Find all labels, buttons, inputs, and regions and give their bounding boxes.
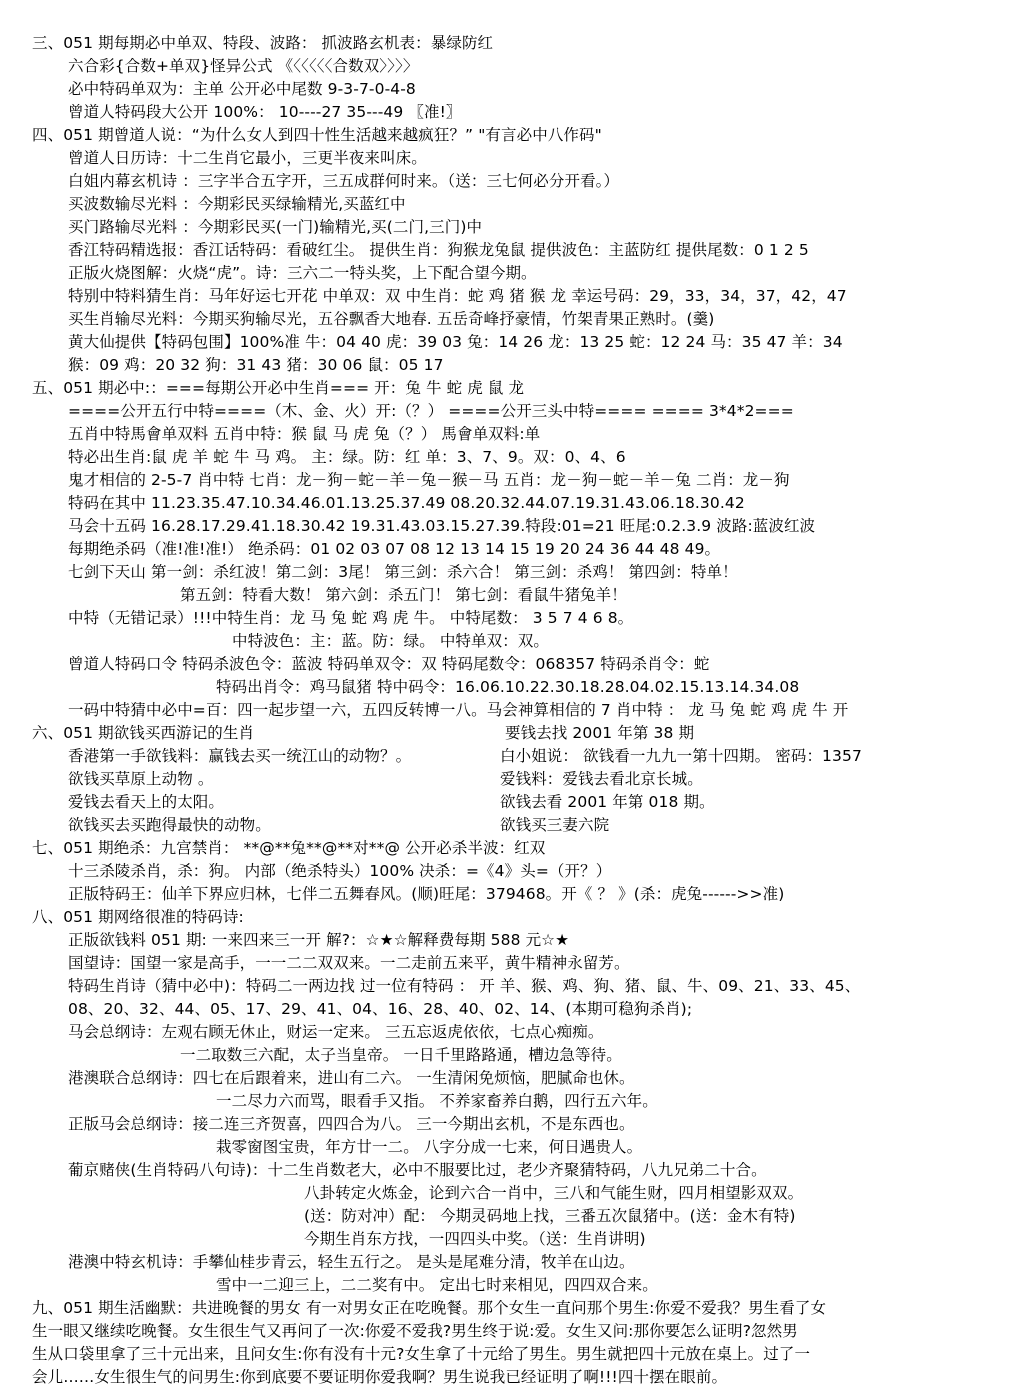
text-line: 正版特码王：仙羊下界应归林，七伴二五舞春风。(顺)旺尾：379468。开《 ？ 》(杀：虎兔------>>准) [68,885,785,903]
text-line: 九、051 期生活幽默：共进晚餐的男女 有一对男女正在吃晚餐。那个女生一直问那个男生:你爱不爱我？男生看了女 [32,1299,827,1317]
text-line: 四、051 期曾道人说：“为什么女人到四十性生活越来越疯狂？” "有言必中八作码" [32,126,602,144]
text-line: 五、051 期必中:：===每期公开必中生肖=== 开：兔 牛 蛇 虎 鼠 龙 [32,379,525,397]
text-line: 特必出生肖:鼠 虎 羊 蛇 牛 马 鸡。 主：绿。防：红 单：3、7、9。双：0、4、6 [68,448,626,466]
text-line: 猴：09 鸡：20 32 狗：31 43 猪：30 06 鼠：05 17 [68,356,444,374]
text-line: 雪中一二迎三上，二二奖有中。 定出七时来相见，四四双合来。 [216,1276,658,1294]
text-line: 要钱去找 2001 年第 38 期 [505,724,695,742]
text-line: 特码生肖诗（猜中必中)：特码二一两边找 过一位有特码 ： 开 羊、猴、鸡、狗、猪、鼠、牛、09、21、33、45、 [68,977,861,995]
text-line: 中特（无错记录）!!!中特生肖：龙 马 兔 蛇 鸡 虎 牛。 中特尾数： 3 5 7 4 6 8。 [68,609,634,627]
text-line: 欲钱买三妻六院 [500,816,610,834]
text-line: 五肖中特馬會单双料 五肖中特：猴 鼠 马 虎 兔（？） 馬會单双料:单 [68,425,541,443]
text-line: (送：防对冲）配： 今期灵码地上找，三番五次鼠猪中。(送：金木有特) [304,1207,796,1225]
text-line: 香江特码精选报：香江话特码：看破红尘。 提供生肖：狗猴龙兔鼠 提供波色：主蓝防红 提供尾数：0 1 2 5 [68,241,809,259]
text-line: 正版火烧图解：火烧“虎”。诗：三六二一特头奖，上下配合望今期。 [68,264,537,282]
text-line: 欲钱去看 2001 年第 018 期。 [500,793,715,811]
text-line: 欲钱买草原上动物 。 [68,770,214,788]
text-line: 正版欲钱料 051 期: 一来四来三一开 解?：☆★☆解释费每期 588 元☆★ [68,931,570,949]
text-line: 一二尽力六而骂，眼看手又指。 不养家畜养白鹅，四行五六年。 [216,1092,658,1110]
text-line: 曾道人特码口令 特码杀波色令：蓝波 特码单双令：双 特码尾数令：068357 特码杀肖令：蛇 [68,655,710,673]
text-line: 特别中特料猜生肖：马年好运七开花 中单双：双 中生肖：蛇 鸡 猪 猴 龙 幸运号码：29，33，34，37，42，47 [68,287,847,305]
text-line: 十三杀陵杀肖，杀：狗。 内部（绝杀特头）100% 决杀：=《4》头=（开？） [68,862,612,880]
text-line: 鬼才相信的 2-5-7 肖中特 七肖：龙－狗－蛇－羊－兔－猴－马 五肖：龙－狗－蛇－羊－兔 二肖：龙－狗 [68,471,790,489]
text-line: 买生肖输尽光料：今期买狗输尽光，五谷飘香大地春. 五岳奇峰抒豪情，竹架青果正熟时。(羹) [68,310,715,328]
text-line: 正版马会总纲诗：接二连三齐贺喜，四四合为八。 三一今期出玄机，不是东西也。 [68,1115,635,1133]
text-line: 七、051 期绝杀：九宫禁肖： **@**兔**@**对**@ 公开必杀半波：红双 [32,839,546,857]
text-line: 六、051 期欲钱买西游记的生肖 [32,724,255,742]
text-line: 爱钱去看天上的太阳。 [68,793,225,811]
text-line: 白姐内幕玄机诗 ：三字半合五字开，三五成群何时来。（送：三七何必分开看。） [68,172,620,190]
text-line: 爱钱料：爱钱去看北京长城。 [500,770,703,788]
text-line: 曾道人特码段大公开 100%： 10----27 35---49 〖准!〗 [68,103,462,121]
text-line: 曾道人日历诗：十二生肖它最小，三更半夜来叫床。 [68,149,427,167]
text-line: 八卦转定火炼金，论到六合一肖中，三八和气能生财，四月相望影双双。 [304,1184,804,1202]
text-line: 港澳中特玄机诗：手攀仙桂步青云，轻生五行之。 是头是尾难分清，牧羊在山边。 [68,1253,635,1271]
text-line: 白小姐说： 欲钱看一九九一第十四期。 密码：1357 [500,747,862,765]
text-line: 买波数输尽光料 ：今期彩民买绿输精光,买蓝红中 [68,195,406,213]
text-line: 三、051 期每期必中单双、特段、波路： 抓波路玄机表：暴绿防红 [32,34,494,52]
text-line: 中特波色：主：蓝。防：绿。 中特单双：双。 [232,632,550,650]
text-line: 国望诗：国望一家是高手，一一二二双双来。一二走前五来平，黄牛精神永留芳。 [68,954,630,972]
text-line: 特码出肖令：鸡马鼠猪 特中码令：16.06.10.22.30.18.28.04.02.15.13.14.34.08 [216,678,800,696]
text-line: ====公开五行中特====（木、金、火）开:（？） ====公开三头中特==== ==== 3*4*2=== [68,402,794,420]
text-line: 买门路输尽光料 ：今期彩民买(一门)输精光,买(二门,三门)中 [68,218,483,236]
text-line: 马会总纲诗：左观右顾无休止，财运一定来。 三五忘返虎依依，七点心痴痴。 [68,1023,604,1041]
text-line: 黄大仙提供【特码包围】100%准 牛：04 40 虎：39 03 兔：14 26 龙：13 25 蛇：12 24 马：35 47 羊：34 [68,333,843,351]
text-line: 马会十五码 16.28.17.29.41.18.30.42 19.31.43.03.15.27.39.特段:01=21 旺尾:0.2.3.9 波路:蓝波红波 [68,517,816,535]
text-line: 特码在其中 11.23.35.47.10.34.46.01.13.25.37.49 08.20.32.44.07.19.31.43.06.18.30.42 [68,494,745,512]
text-line: 葡京赌侠(生肖特码八句诗)：十二生肖数老大，必中不服要比过，老少齐聚猜特码，八九兄弟二十合。 [68,1161,767,1179]
text-line: 欲钱买去买跑得最快的动物。 [68,816,271,834]
text-line: 会儿……女生很生气的问男生:你到底要不要证明你爱我啊？男生说我已经证明了啊!!!四十摆在眼前。 [32,1368,728,1386]
text-line: 每期绝杀码（准!准!准!） 绝杀码：01 02 03 07 08 12 13 14 15 19 20 24 36 44 48 49。 [68,540,721,558]
text-line: 必中特码单双为：主单 公开必中尾数 9-3-7-0-4-8 [68,80,416,98]
text-line: 港澳联合总纲诗：四七在后跟着来，进山有二六。 一生清闲免烦恼，肥腻命也休。 [68,1069,635,1087]
text-line: 六合彩{合数+单双}怪异公式 《〈〈〈〈〈合数双〉〉〉〉 [68,57,419,75]
text-line: 八、051 期网络很准的特码诗: [32,908,244,926]
text-line: 生从口袋里拿了三十元出来，且问女生:你有没有十元?女生拿了十元给了男生。男生就把四十元放在桌上。过了一 [32,1345,811,1363]
text-line: 第五剑：特看大数！ 第六剑：杀五门！ 第七剑：看鼠牛猪兔羊！ [180,586,627,604]
text-line: 生一眼又继续吃晚餐。女生很生气又再问了一次:你爱不爱我?男生终于说:爱。女生又问:那你要怎么证明?忽然男 [32,1322,798,1340]
text-line: 七剑下天山 第一剑：杀红波！第二剑：3尾！ 第三剑：杀六合！ 第三剑：杀鸡！ 第四剑：特单！ [68,563,738,581]
text-line: 栽零窗图宝贵，年方廿一二。 八字分成一七来，何日遇贵人。 [216,1138,643,1156]
text-line: 今期生肖东方找，一四四头中奖。（送：生肖讲明) [304,1230,646,1248]
text-line: 香港第一手欲钱料：赢钱去买一统江山的动物？。 [68,747,412,765]
text-line: 08、20、32、44、05、17、29、41、04、16、28、40、02、14、(本期可稳狗杀肖); [68,1000,693,1018]
text-line: 一码中特猜中必中=百：四一起步望一六，五四反转博一八。马会神算相信的 7 肖中特 ： 龙 马 兔 蛇 鸡 虎 牛 开 [68,701,849,719]
text-line: 一二取数三六配，太子当皇帝。 一日千里路路通，槽边急等待。 [180,1046,622,1064]
